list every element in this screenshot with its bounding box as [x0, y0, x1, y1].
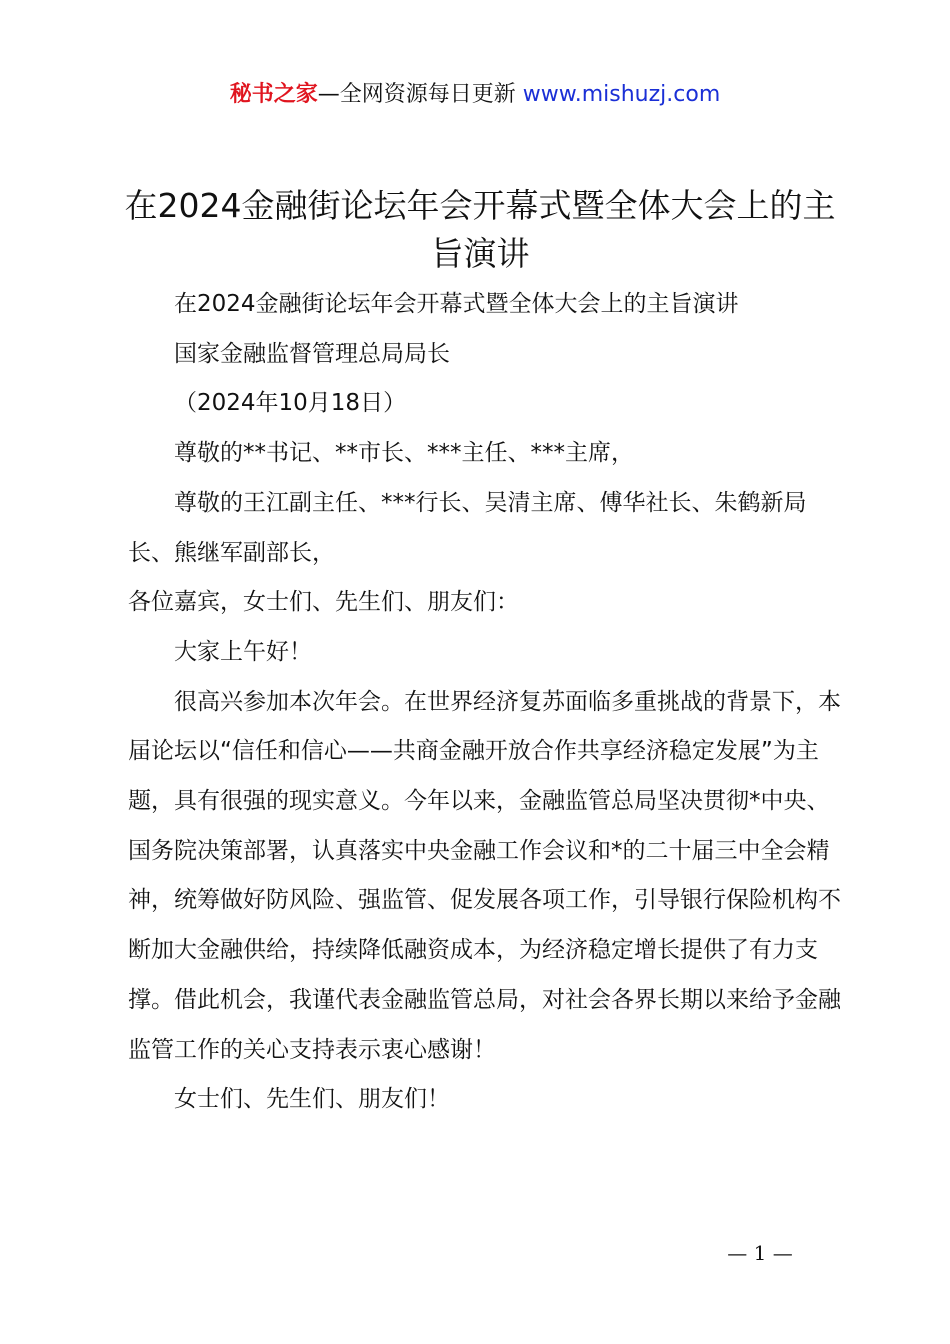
body-paragraph: 在2024金融街论坛年会开幕式暨全体大会上的主旨演讲	[174, 291, 739, 317]
body-paragraph: 尊敬的**书记、**市长、***主任、***主席，	[174, 440, 634, 467]
body-paragraph: 各位嘉宾，女士们、先生们、朋友们：	[128, 589, 519, 616]
body-paragraph: 国家金融监督管理总局局长	[174, 340, 450, 367]
header-slogan: —全网资源每日更新	[317, 82, 516, 107]
site-url-link[interactable]: www.mishuzj.com	[522, 82, 721, 107]
body-paragraph: 女士们、先生们、朋友们！	[174, 1086, 450, 1113]
body-paragraph: 大家上午好！	[174, 638, 312, 665]
document-title: 在2024金融街论坛年会开幕式暨全体大会上的主旨演讲	[124, 186, 836, 273]
brand-name: 秘书之家	[229, 82, 318, 107]
body-paragraph: （2024年10月18日）	[174, 390, 407, 417]
body-paragraph: 尊敬的王江副主任、***行长、吴清主席、傅华社长、朱鹤新局长、熊继军副部长，	[128, 489, 807, 566]
page-number: — 1 —	[727, 1241, 793, 1265]
document-body	[128, 280, 843, 1125]
body-paragraph: 很高兴参加本次年会。在世界经济复苏面临多重挑战的背景下，本届论坛以“信任和信心——共商金融开放合作共享经济稳定发展”为主题，具有很强的现实意义。今年以来，金融监管总局坚决贯彻*中央、国务院决策部署，认真落实中央金融工作会议和*的二十届三中全会精神，统筹做好防风险、强监管、促发展各项工作，引导银行保险机构不断加大金融供给，持续降低融资成本，为经济稳定增长提供了有力支撑。借此机会，我谨代表金融监管总局，对社会各界长期以来给予金融监管工作的关心支持表示衷心感谢！	[128, 688, 841, 1063]
site-header	[0, 80, 950, 110]
